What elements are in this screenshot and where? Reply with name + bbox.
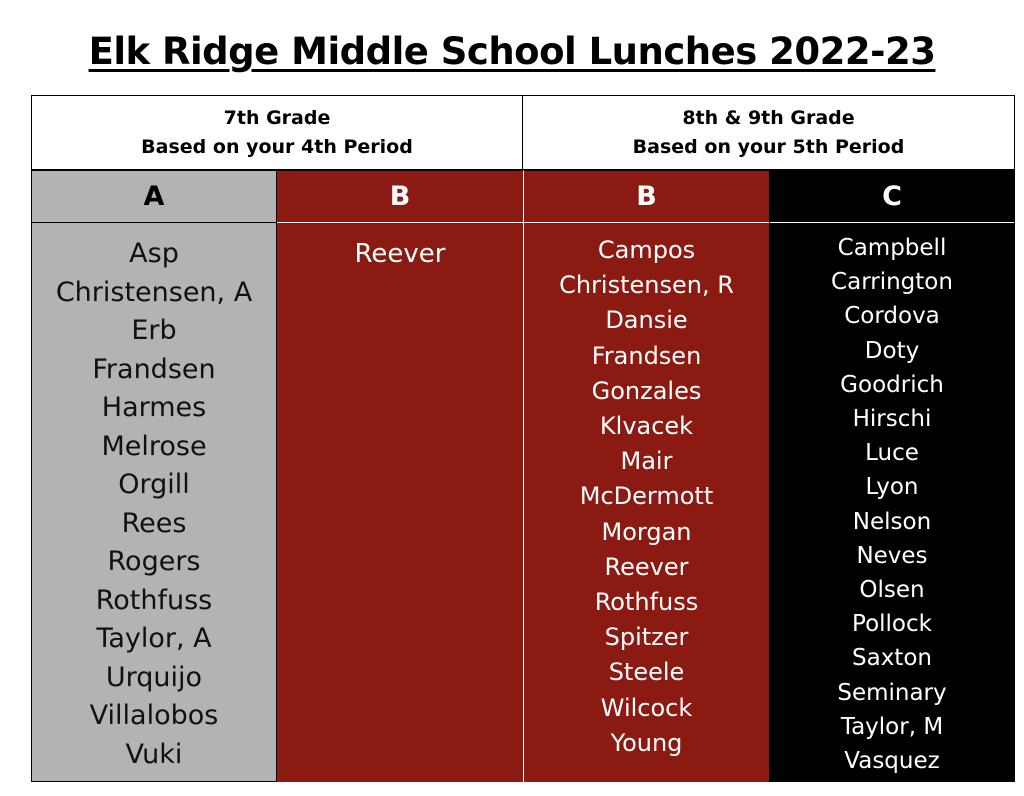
student-name: Klvacek xyxy=(599,412,694,441)
column-label-b-7th: B xyxy=(277,171,523,223)
student-name: Campos xyxy=(597,236,696,264)
student-name: Frandsen xyxy=(591,341,702,370)
student-name: Campbell xyxy=(837,235,947,261)
student-name: Pollock xyxy=(852,611,932,638)
student-name: Gonzales xyxy=(591,376,702,405)
name-list-b-8th-9th xyxy=(524,223,769,761)
student-name: Reever xyxy=(604,552,689,581)
student-name: Spitzer xyxy=(604,623,689,652)
lunch-column-b-8th-9th xyxy=(523,170,769,782)
header-8th-9th-grade xyxy=(522,95,1015,170)
name-list-c xyxy=(770,223,1014,778)
student-name: Morgan xyxy=(601,517,692,546)
student-name: Olsen xyxy=(859,577,925,604)
student-name: Taylor, A xyxy=(96,623,212,654)
column-label-c: C xyxy=(770,171,1014,223)
student-name: Vuki xyxy=(125,738,183,770)
lunch-column-a xyxy=(31,170,277,782)
student-name: Luce xyxy=(865,440,919,467)
student-name: Seminary xyxy=(837,679,947,706)
lunch-column-c xyxy=(769,170,1015,782)
student-name: Lyon xyxy=(865,474,919,501)
student-name: Harmes xyxy=(101,392,207,423)
column-label-a: A xyxy=(32,171,276,223)
name-list-a xyxy=(32,223,276,774)
student-name: Erb xyxy=(131,315,177,346)
name-list-b-7th xyxy=(277,223,523,273)
student-name: Nelson xyxy=(852,508,932,535)
student-name: Urquijo xyxy=(105,661,203,693)
student-name: Rothfuss xyxy=(95,584,213,616)
student-name: Carrington xyxy=(831,269,953,296)
student-name: Hirschi xyxy=(852,406,932,433)
student-name: Mair xyxy=(620,447,673,476)
student-name: Wilcock xyxy=(600,693,693,722)
student-name: Rothfuss xyxy=(594,588,699,617)
student-name: Rees xyxy=(121,507,187,539)
student-name: Melrose xyxy=(101,430,207,462)
student-name: Neves xyxy=(856,542,928,569)
student-name: Rogers xyxy=(107,546,201,577)
header-7th-line2: Based on your 4th Period xyxy=(141,135,413,158)
student-name: Reever xyxy=(354,239,446,269)
student-name: Saxton xyxy=(852,645,932,672)
student-name: Doty xyxy=(864,337,920,364)
header-8th-9th-line1: 8th & 9th Grade xyxy=(682,106,855,129)
student-name: Christensen, R xyxy=(559,271,734,300)
student-name: Frandsen xyxy=(92,353,216,385)
student-name: Cordova xyxy=(844,303,940,330)
student-name: Villalobos xyxy=(89,700,219,731)
lunch-column-b-7th xyxy=(277,170,523,782)
student-name: Goodrich xyxy=(840,371,944,398)
page-title xyxy=(0,30,1024,73)
student-name: Dansie xyxy=(605,306,688,335)
student-name: Taylor, M xyxy=(840,713,944,740)
header-8th-9th-line2: Based on your 5th Period xyxy=(632,135,905,158)
column-label-b-8th-9th: B xyxy=(524,171,769,223)
header-7th-line1: 7th Grade xyxy=(223,106,331,129)
student-name: Christensen, A xyxy=(55,276,253,308)
student-name: Orgill xyxy=(118,469,190,500)
header-7th-grade xyxy=(31,95,523,170)
title-text: Elk Ridge Middle School Lunches 2022-23 xyxy=(88,30,936,73)
student-name: Steele xyxy=(608,658,685,687)
student-name: McDermott xyxy=(579,482,714,511)
student-name: Asp xyxy=(129,238,179,269)
student-name: Vasquez xyxy=(844,748,940,775)
student-name: Young xyxy=(610,728,683,757)
